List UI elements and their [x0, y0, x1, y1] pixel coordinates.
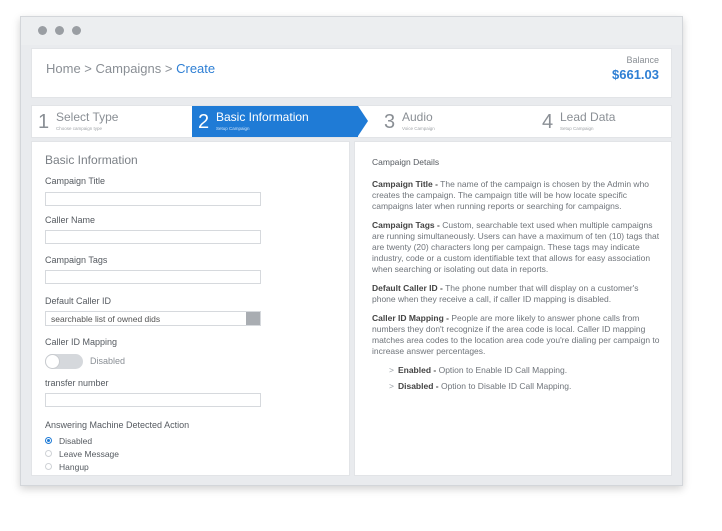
step-number: 2: [198, 111, 210, 133]
step-lead-data[interactable]: [536, 106, 673, 137]
step-subtitle: Setup Campaign: [560, 126, 594, 131]
caller-name-label: Caller Name: [45, 215, 96, 225]
step-subtitle: Voice Campaign: [402, 126, 435, 131]
details-default-caller-id: Default Caller ID - The phone number that will display on a customer's phone when they receive a call, if caller ID mapping is disabled.: [372, 283, 639, 304]
step-title: Lead Data: [560, 110, 616, 124]
basic-information-form: [31, 141, 350, 476]
chevron-right-icon: >: [389, 365, 394, 375]
campaign-tags-label: Campaign Tags: [45, 255, 108, 265]
caller-name-input[interactable]: [45, 230, 261, 244]
window-dot-icon[interactable]: [72, 26, 81, 35]
details-disabled-option: > Disabled - Option to Disable ID Call Mapping.: [389, 381, 572, 391]
radio-selected-icon[interactable]: [45, 437, 52, 444]
form-title: Basic Information: [45, 153, 138, 167]
step-number: 1: [38, 111, 50, 133]
step-title: Audio: [402, 110, 433, 124]
window-titlebar: [21, 17, 682, 45]
campaign-title-input[interactable]: [45, 192, 261, 206]
default-caller-id-select[interactable]: [45, 311, 261, 326]
step-number: 3: [384, 111, 396, 133]
window-dot-icon[interactable]: [55, 26, 64, 35]
default-caller-id-value: searchable list of owned dids: [51, 314, 161, 324]
step-audio[interactable]: [378, 106, 528, 137]
step-select-type[interactable]: [32, 106, 192, 137]
step-number: 4: [542, 111, 554, 133]
details-caller-id-mapping: Caller ID Mapping - People are more likely to answer phone calls from numbers they don't recognize if the area code is local. Caller ID mapping matches area codes to the location area code you're dialing per campaign to increase answer percentages.: [372, 313, 660, 356]
amd-option-hangup[interactable]: Hangup: [45, 462, 89, 472]
transfer-number-label: transfer number: [45, 378, 109, 388]
breadcrumb-home[interactable]: Home: [46, 61, 81, 76]
window-dot-icon[interactable]: [38, 26, 47, 35]
browser-window: [20, 16, 683, 486]
page-header: [31, 48, 672, 98]
step-subtitle: Setup Campaign: [216, 126, 250, 131]
caller-id-mapping-state: Disabled: [90, 356, 126, 366]
caller-id-mapping-label: Caller ID Mapping: [45, 337, 118, 347]
breadcrumb-campaigns[interactable]: Campaigns: [95, 61, 162, 76]
details-enabled-option: > Enabled - Option to Enable ID Call Mapping.: [389, 365, 568, 375]
step-subtitle: Choose campaign type: [56, 126, 103, 131]
chevron-right-icon: >: [389, 381, 394, 391]
campaign-details-panel: [354, 141, 672, 476]
details-campaign-tags: Campaign Tags - Custom, searchable text used when multiple campaigns are running simultaneously. Users can have a maximum of ten (10) tags that are twenty (20) characters long per campaign. These tags may indicate industry, code or a custom identifiable text that allows for easy association when searching or isolating out data in reports.: [372, 220, 660, 274]
breadcrumb-create: Create: [176, 61, 216, 76]
breadcrumb-separator: >: [80, 61, 96, 76]
step-title: Basic Information: [216, 110, 309, 124]
campaign-details: [372, 157, 660, 397]
step-title: Select Type: [56, 110, 119, 124]
campaign-tags-input[interactable]: [45, 270, 261, 284]
balance-value: $661.03: [612, 67, 659, 82]
radio-icon[interactable]: [45, 450, 52, 457]
details-campaign-title: Campaign Title - The name of the campaign is chosen by the Admin who creates the campaign. The campaign title will be how locate specific campaigns later when running reports or searching for campaigns.: [372, 179, 650, 211]
active-step-arrow-icon: [358, 106, 368, 136]
radio-icon[interactable]: [45, 463, 52, 470]
wizard-steps: [31, 105, 672, 138]
campaign-title-label: Campaign Title: [45, 176, 106, 186]
caller-id-mapping-toggle[interactable]: [45, 354, 83, 369]
dropdown-arrow-icon[interactable]: [246, 312, 260, 325]
transfer-number-input[interactable]: [45, 393, 261, 407]
details-heading: Campaign Details: [372, 157, 440, 167]
amd-option-leave-message[interactable]: Leave Message: [45, 449, 119, 459]
default-caller-id-label: Default Caller ID: [45, 296, 112, 306]
breadcrumb: [46, 61, 215, 76]
toggle-knob: [45, 354, 60, 369]
step-basic-information[interactable]: [192, 106, 358, 137]
balance-label: Balance: [626, 55, 659, 65]
amd-option-disabled[interactable]: Disabled: [45, 436, 92, 446]
breadcrumb-separator: >: [161, 61, 177, 76]
amd-action-label: Answering Machine Detected Action: [45, 420, 190, 430]
